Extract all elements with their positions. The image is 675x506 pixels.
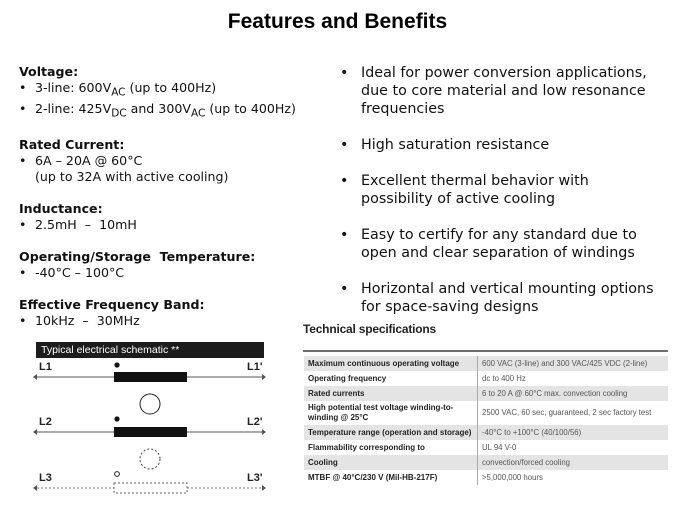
core-ring-optional [140, 449, 160, 469]
benefit-item: • Easy to certify for any standard due to open and clear separation of windings [340, 227, 637, 261]
inductance-section [19, 201, 339, 233]
current-heading: Rated Current: [19, 137, 125, 153]
voltage-heading: Voltage: [19, 64, 79, 79]
polarity-dot-l1 [114, 362, 119, 367]
schematic-header: Typical electrical schematic ** [36, 342, 264, 358]
label-l2-prime: L2' [247, 416, 263, 428]
temperature-heading: Operating/Storage Temperature: [19, 249, 256, 265]
polarity-dot-l2 [114, 416, 119, 421]
bullet-icon: • [340, 65, 349, 81]
specs-table-title: Technical specifications [303, 322, 437, 336]
current-section [19, 137, 339, 185]
table-row: Maximum continuous operating voltage 600 VAC (3-line) and 300 VAC/425 VDC (2-line) [304, 356, 668, 371]
label-l1-prime: L1' [247, 361, 263, 373]
frequency-section [19, 297, 339, 329]
table-row: Flammability corresponding to UL 94 V-0 [304, 440, 668, 455]
table-row: MTBF @ 40°C/230 V (Mil-HB-217F) >5,000,000 hours [304, 470, 668, 485]
temperature-section [19, 249, 339, 281]
bullet-icon: • [340, 227, 349, 243]
table-row: Operating frequency dc to 400 Hz [304, 371, 668, 386]
benefit-item: • Ideal for power conversion applications, due to core material and low resonance frequencies [340, 65, 647, 117]
winding-l2 [114, 427, 187, 437]
label-l2: L2 [39, 416, 52, 428]
benefit-item: • Excellent thermal behavior with possibility of active cooling [340, 173, 589, 207]
current-item: • 6A – 20A @ 60°C (up to 32A with active cooling) [19, 153, 229, 185]
bullet-icon: • [19, 153, 27, 169]
bullet-icon: • [340, 281, 349, 297]
label-l1: L1 [39, 361, 52, 373]
inductance-item: • 2.5mH – 10mH [19, 217, 137, 233]
voltage-section [19, 64, 339, 121]
benefits-list [340, 64, 665, 334]
bullet-icon: • [19, 80, 27, 95]
table-row: High potential test voltage winding-to-winding @ 25°C 2500 VAC, 60 sec, guaranteed, 2 sec factory test [304, 401, 668, 425]
specs-divider [303, 350, 668, 352]
polarity-dot-l3 [115, 472, 120, 477]
frequency-heading: Effective Frequency Band: [19, 297, 205, 313]
label-l3-prime: L3' [247, 472, 263, 484]
bullet-icon: • [19, 313, 27, 329]
voltage-item: • 2-line: $425V_{DC}$ and $300V_{AC}$ (up to 400Hz) [19, 100, 296, 120]
voltage-item: • 3-line: $600V_{AC}$ (up to 400Hz) [19, 80, 217, 99]
bullet-icon: • [19, 217, 27, 233]
specs-summary [19, 64, 339, 345]
table-row: Temperature range (operation and storage) -40°C to +100°C (40/100/56) [304, 425, 668, 440]
specs-table [304, 356, 668, 485]
bullet-icon: • [340, 173, 349, 189]
bullet-icon: • [340, 137, 349, 153]
table-row: Rated currents 6 to 20 A @ 60°C max. convection cooling [304, 386, 668, 401]
core-ring [140, 394, 160, 414]
table-row: Cooling convection/forced cooling [304, 455, 668, 470]
bullet-icon: • [19, 265, 27, 281]
winding-l3 [114, 483, 187, 493]
bullet-icon: • [19, 100, 27, 116]
label-l3: L3 [39, 472, 52, 484]
page-title: Features and Benefits [227, 10, 448, 33]
temperature-item: • -40°C – 100°C [19, 265, 125, 281]
frequency-item: • 10kHz – 30MHz [19, 313, 140, 329]
benefit-item: • Horizontal and vertical mounting options for space-saving designs [340, 281, 654, 315]
inductance-heading: Inductance: [19, 201, 103, 217]
winding-l1 [114, 372, 187, 382]
benefit-item: • High saturation resistance [340, 137, 550, 153]
